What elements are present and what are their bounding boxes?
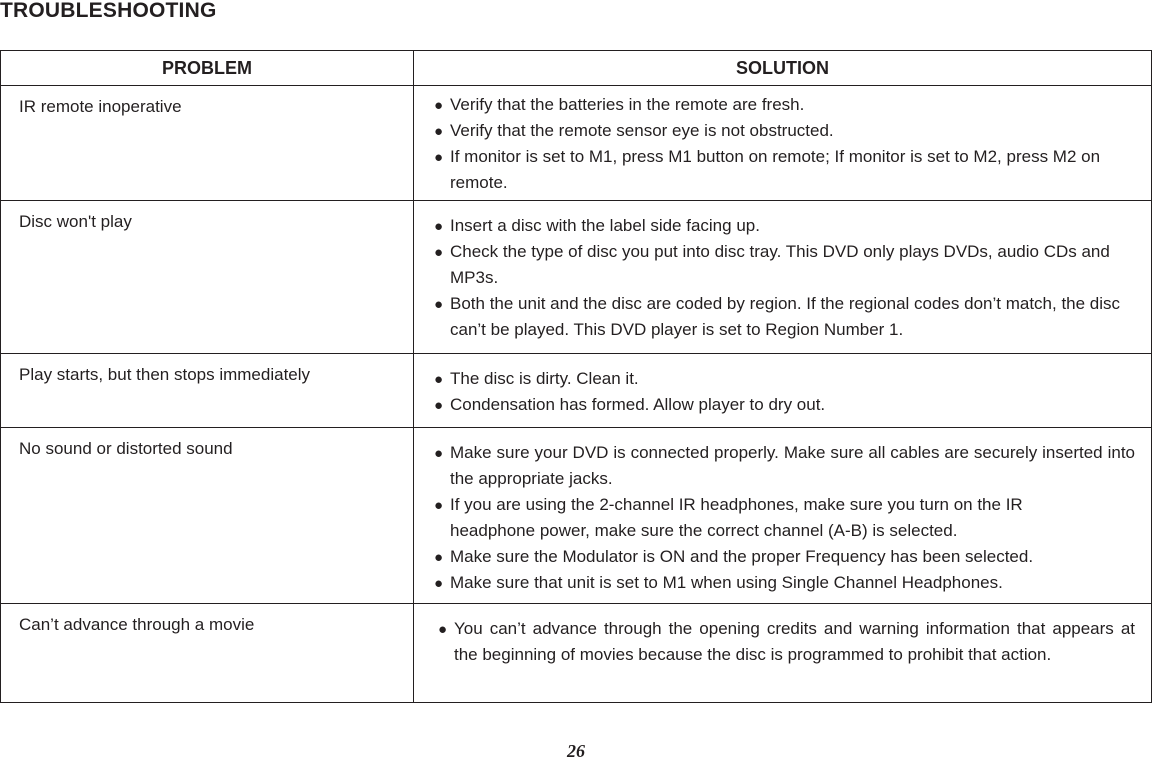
table-row (1, 201, 1152, 354)
solution-item: ● Verify that the batteries in the remote are fresh. (432, 92, 1135, 118)
table-row (1, 354, 1152, 428)
solution-item: ● Make sure that unit is set to M1 when using Single Channel Headphones. (432, 570, 1135, 596)
solution-list (432, 92, 1135, 196)
solution-list (436, 616, 1135, 668)
solution-item: ● Check the type of disc you put into disc tray. This DVD only plays DVDs, audio CDs and MP3s. (434, 242, 1110, 287)
table-row (1, 86, 1152, 201)
solution-cell (414, 354, 1152, 428)
bullet-icon: ● (434, 397, 444, 414)
solution-cell (414, 604, 1152, 703)
problem-cell: Disc won't play (1, 201, 414, 354)
bullet-icon: ● (434, 123, 444, 140)
solution-item: ● If monitor is set to M1, press M1 button on remote; If monitor is set to M2, press M2 on remote. (434, 147, 1101, 192)
page-number: 26 (567, 741, 585, 761)
bullet-icon: ● (434, 244, 444, 261)
solution-item: ● Condensation has formed. Allow player to dry out. (432, 392, 1135, 418)
bullet-icon: ● (434, 97, 444, 114)
table-header-row (1, 51, 1152, 86)
problem-cell: Play starts, but then stops immediately (1, 354, 414, 428)
solution-item: ● You can’t advance through the opening credits and warning information that appears at the beginning of movies because the disc is programmed to prohibit that action. (438, 619, 1135, 664)
bullet-icon: ● (434, 218, 444, 235)
page-title: TROUBLESHOOTING (0, 0, 217, 22)
table-row (1, 428, 1152, 604)
solution-item: ● Verify that the remote sensor eye is not obstructed. (432, 118, 1135, 144)
solution-list (432, 440, 1135, 596)
bullet-icon: ● (434, 371, 444, 388)
solution-item: ● The disc is dirty. Clean it. (432, 366, 1135, 392)
solution-cell (414, 86, 1152, 201)
solution-item: ● Make sure the Modulator is ON and the proper Frequency has been selected. (432, 544, 1135, 570)
bullet-icon: ● (438, 621, 448, 638)
solution-item: ● Make sure your DVD is connected properly. Make sure all cables are securely inserted into the appropriate jacks. (434, 443, 1135, 488)
table-row (1, 604, 1152, 703)
solution-list (432, 366, 1135, 418)
problem-column-header: PROBLEM (1, 51, 414, 86)
solution-list (432, 213, 1135, 343)
problem-cell: IR remote inoperative (1, 86, 414, 201)
solution-item: ● If you are using the 2-channel IR headphones, make sure you turn on the IR headphone power, make sure the correct channel (A-B) is selected. (434, 495, 1023, 540)
bullet-icon: ● (434, 445, 444, 462)
bullet-icon: ● (434, 575, 444, 592)
solution-item: ● Both the unit and the disc are coded by region. If the regional codes don’t match, the disc can’t be played. This DVD player is set to Region Number 1. (434, 294, 1121, 339)
solution-cell (414, 201, 1152, 354)
solution-cell (414, 428, 1152, 604)
bullet-icon: ● (434, 497, 444, 514)
bullet-icon: ● (434, 296, 444, 313)
problem-cell: No sound or distorted sound (1, 428, 414, 604)
solution-item: ● Insert a disc with the label side facing up. (432, 213, 1135, 239)
solution-column-header: SOLUTION (414, 51, 1152, 86)
problem-cell: Can’t advance through a movie (1, 604, 414, 703)
bullet-icon: ● (434, 149, 444, 166)
troubleshooting-table (0, 50, 1152, 703)
bullet-icon: ● (434, 549, 444, 566)
